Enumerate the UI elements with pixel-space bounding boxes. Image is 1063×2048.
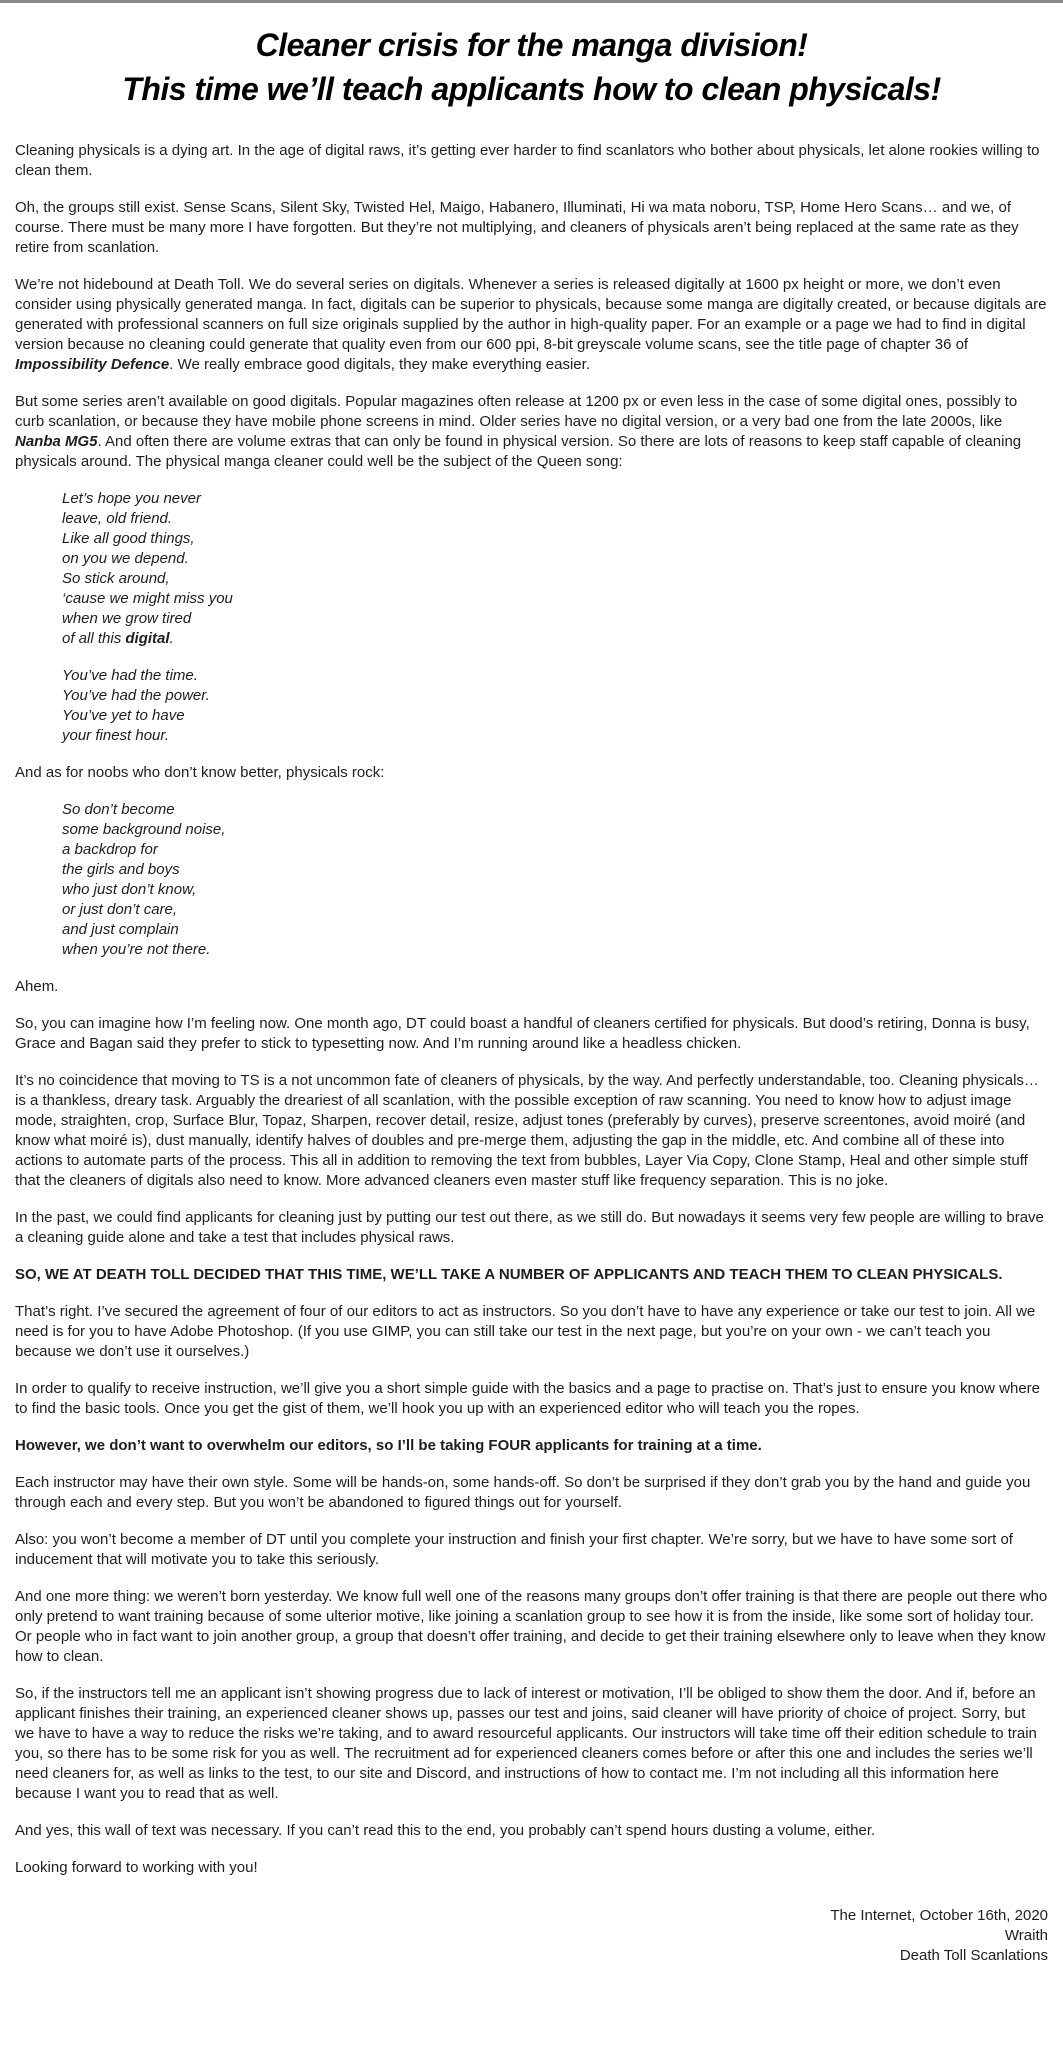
verse-line: Let’s hope you never [62,490,201,508]
verse-line: on you we depend. [62,550,189,568]
quote-verse [15,666,1048,746]
paragraph: Cleaning physicals is a dying art. In the age of digital raws, it’s getting ever harder to find scanlators who bother about physicals, let alone rookies willing to clean them. [15,142,1040,180]
verse-line: some background noise, [62,821,226,839]
verse-line: You’ve had the time. [62,667,198,685]
page-title-line-1: Cleaner crisis for the manga division! [255,27,808,63]
paragraph: Also: you won’t become a member of DT until you complete your instruction and finish your first chapter. We’re sorry, but we have to have some sort of inducement that will motivate you to take this seriously. [15,1531,1013,1569]
verse-line: Like all good things, [62,530,195,548]
paragraph: That’s right. I’ve secured the agreement of four of our editors to act as instructors. So you don’t have to have any experience or take our test to join. All we need is for you to have Adobe Photoshop. (If you use GIMP, you can still take our test in the next page, but you’re on your own - we can’t teach you because we don’t use it ourselves.) [15,1303,1036,1361]
verse-line: a backdrop for [62,841,158,859]
verse-line: who just don’t know, [62,881,197,899]
document-page [0,3,1063,2048]
verse-line: or just don’t care, [62,901,178,919]
verse-line: You’ve yet to have [62,707,185,725]
verse-line: when you’re not there. [62,941,211,959]
verse-line: of all this digital. [62,630,174,648]
quote-verse [15,800,1048,960]
paragraph: In order to qualify to receive instruction, we’ll give you a short simple guide with the basics and a page to practise on. That’s just to ensure you know where to find the basic tools. Once you get the gist of them, we’ll hook you up with an experienced editor who will teach you the ropes. [15,1380,1041,1418]
paragraph: Looking forward to working with you! [15,1859,258,1877]
document-body [15,141,1048,1966]
paragraph: It’s no coincidence that moving to TS is a not uncommon fate of cleaners of physicals, by the way. And perfectly understandable, too. Cleaning physicals… is a thankless, dreary task. Arguably the dreariest of all scanlation, with the possible exception of raw scanning. You need to know how to adjust image mode, straighten, crop, Surface Blur, Topaz, Sharpen, recover detail, resize, adjust tones (preferably by curves), preserve screentones, avoid moiré (and know what moiré is), dust manually, identify halves of doubles and pre-merge them, adjusting the gap in the middle, etc. And combine all of these into actions to automate parts of the process. This all in addition to removing the text from bubbles, Layer Via Copy, Clone Stamp, Heal and other simple stuff that the cleaners of digitals also need to know. More advanced cleaners even master stuff like frequency separation. This is no joke. [15,1072,1039,1190]
verse-line: and just complain [62,921,179,939]
paragraph: And yes, this wall of text was necessary. If you can’t read this to the end, you probably can’t spend hours dusting a volume, either. [15,1822,876,1840]
paragraph: Oh, the groups still exist. Sense Scans, Silent Sky, Twisted Hel, Maigo, Habanero, Illuminati, Hi wa mata noboru, TSP, Home Hero Scans… and we, of course. There must be many more I have forgotten. But they’re not multiplying, and cleaners of physicals aren’t being replaced at the same rate as they retire from scanlation. [15,199,1019,257]
paragraph: And as for noobs who don’t know better, physicals rock: [15,764,385,782]
signature [15,1906,1048,1966]
verse-line: when we grow tired [62,610,192,628]
signature-line: The Internet, October 16th, 2020 [830,1907,1048,1925]
verse-line: the girls and boys [62,861,180,879]
paragraph: Each instructor may have their own style. Some will be hands-on, some hands-off. So don’t be surprised if they don’t grab you by the hand and guide you through each and every step. But you won’t be abandoned to figured things out for yourself. [15,1474,1031,1512]
quote-verse [15,489,1048,649]
verse-line: So don’t become [62,801,175,819]
verse-line: So stick around, [62,570,170,588]
paragraph: So, you can imagine how I’m feeling now. One month ago, DT could boast a handful of cleaners certified for physicals. But dood’s retiring, Donna is busy, Grace and Bagan said they prefer to stick to typesetting now. And I’m running around like a headless chicken. [15,1015,1030,1053]
verse-line: your finest hour. [62,727,169,745]
paragraph: In the past, we could find applicants for cleaning just by putting our test out there, as we still do. But nowadays it seems very few people are willing to brave a cleaning guide alone and take a test that includes physical raws. [15,1209,1044,1247]
paragraph: Ahem. [15,978,59,996]
paragraph: We’re not hidebound at Death Toll. We do several series on digitals. Whenever a series is released digitally at 1600 px height or more, we don’t even consider using physically generated manga. In fact, digitals can be superior to physicals, because some manga are digitally created, or because digitals are generated with professional scanners on full size originals supplied by the author in high-quality paper. For an example or a page we had to find in digital version because no cleaning could generate that quality even from our 600 ppi, 8-bit greyscale volume scans, see the title page of chapter 36 of Impossibility Defence. We really embrace good digitals, they make everything easier. [15,276,1047,374]
verse-line: leave, old friend. [62,510,173,528]
page-title-line-2: This time we’ll teach applicants how to clean physicals! [122,71,941,108]
verse-line: ‘cause we might miss you [62,590,233,608]
paragraph: And one more thing: we weren’t born yesterday. We know full well one of the reasons many groups don’t offer training is that there are people out there who only pretend to want training because of some ulterior motive, like joining a scanlation group to see how it is from the inside, like some sort of holiday tour. Or people who in fact want to join another group, a group that doesn’t offer training, and decide to get their training elsewhere only to leave when they know how to clean. [15,1588,1048,1666]
signature-line: Death Toll Scanlations [899,1947,1048,1965]
signature-line: Wraith [1004,1927,1048,1945]
paragraph: But some series aren’t available on good digitals. Popular magazines often release at 1200 px or even less in the case of some digital ones, possibly to curb scanlation, or because they have mobile phone screens in mind. Older series have no digital version, or a very bad one from the late 2000s, like Nanba MG5. And often there are volume extras that can only be found in physical version. So there are lots of reasons to keep staff capable of cleaning physicals around. The physical manga cleaner could well be the subject of the Queen song: [15,393,1022,471]
paragraph: SO, WE AT DEATH TOLL DECIDED THAT THIS TIME, WE’LL TAKE A NUMBER OF APPLICANTS AND TEACH THEM TO CLEAN PHYSICALS. [15,1266,1003,1284]
verse-line: You’ve had the power. [62,687,210,705]
paragraph: So, if the instructors tell me an applicant isn’t showing progress due to lack of interest or motivation, I’ll be obliged to show them the door. And if, before an applicant finishes their training, an experienced cleaner shows up, passes our test and joins, said cleaner will have priority of choice of project. Sorry, but we have to have a way to reduce the risks we’re taking, and to award resourceful applicants. Our instructors will take time off their edition schedule to train you, so there has to be some risk for you as well. The recruitment ad for experienced cleaners comes before or after this one and includes the series we’ll need cleaners for, as well as links to the test, to our site and Discord, and instructions of how to contact me. I’m not including all this information here because I want you to read that as well. [15,1685,1037,1803]
page-title [15,23,1048,111]
paragraph: However, we don’t want to overwhelm our editors, so I’ll be taking FOUR applicants for training at a time. [15,1437,762,1455]
